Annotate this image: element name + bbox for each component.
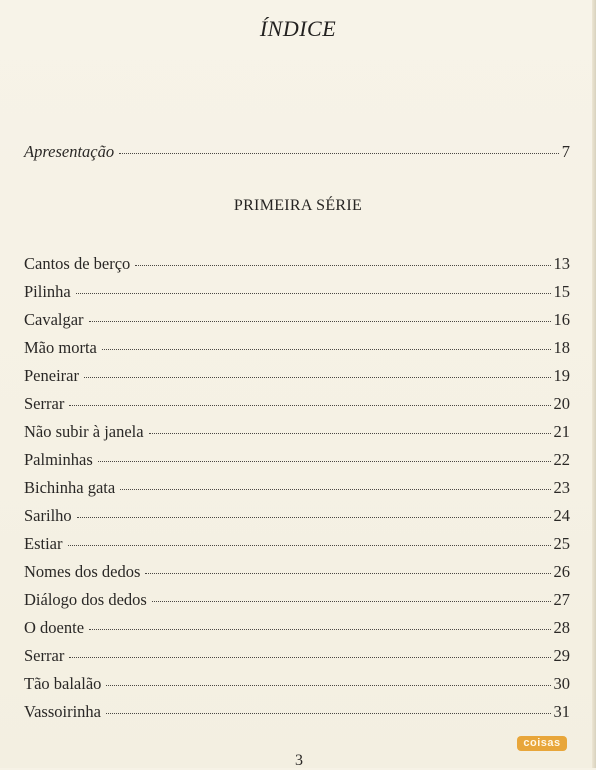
toc-entry	[24, 450, 570, 470]
dot-leader	[68, 545, 551, 546]
toc-entry	[24, 702, 570, 722]
toc-entry-page: 27	[553, 590, 570, 609]
page-title: ÍNDICE	[259, 16, 337, 41]
toc-entry-page: 31	[553, 702, 570, 721]
toc-entry-page: 16	[553, 310, 570, 329]
toc-entry-page: 26	[553, 562, 570, 581]
toc-entry-page: 22	[553, 450, 570, 469]
toc-entry-page: 7	[561, 142, 570, 161]
toc-entry-page: 18	[553, 338, 570, 357]
dot-leader	[69, 657, 550, 658]
toc-entry-page: 23	[553, 478, 570, 497]
dot-leader	[106, 685, 550, 686]
toc-entry-label: Bichinha gata	[24, 478, 116, 497]
toc-entry-label: Palminhas	[24, 450, 93, 469]
toc-entry-label: Serrar	[24, 394, 65, 413]
toc-entry	[24, 674, 570, 694]
dot-leader	[135, 265, 550, 266]
dot-leader	[106, 713, 551, 714]
dot-leader	[119, 153, 559, 154]
toc-entry-label: Cantos de berço	[24, 254, 131, 273]
toc-entry	[24, 590, 570, 610]
toc-entry-page: 30	[553, 674, 570, 693]
toc-entry-page: 15	[553, 282, 570, 301]
toc-entry	[24, 562, 570, 582]
toc-entry	[24, 310, 570, 330]
toc-entry-label: O doente	[24, 618, 85, 637]
dot-leader	[77, 517, 551, 518]
dot-leader	[69, 405, 550, 406]
page-edge	[592, 0, 596, 768]
toc-entry-label: Mão morta	[24, 338, 97, 357]
toc-entry-label: Não subir à janela	[24, 422, 144, 441]
toc-entry-page: 29	[553, 646, 570, 665]
toc-entry-label: Sarilho	[24, 506, 72, 525]
toc-entry-label: Nomes dos dedos	[24, 562, 141, 581]
toc-entry-page: 20	[553, 394, 570, 413]
toc-entry	[24, 618, 570, 638]
dot-leader	[84, 377, 551, 378]
dot-leader	[149, 433, 551, 434]
toc-entry-page: 21	[553, 422, 570, 441]
dot-leader	[102, 349, 551, 350]
series-heading: PRIMEIRA SÉRIE	[233, 197, 363, 214]
toc-entry-label: Cavalgar	[24, 310, 84, 329]
toc-entry	[24, 366, 570, 386]
dot-leader	[89, 629, 550, 630]
toc-entry	[24, 254, 570, 274]
dot-leader	[145, 573, 550, 574]
toc-entry-page: 25	[553, 534, 570, 553]
toc-entry-label: Vassoirinha	[24, 702, 101, 721]
toc-entry	[24, 282, 570, 302]
toc-entry-label: Tão balalão	[24, 674, 102, 693]
toc-entry	[24, 478, 570, 498]
dot-leader	[89, 321, 551, 322]
toc-entry-page: 28	[553, 618, 570, 637]
toc-entry-label: Pilinha	[24, 282, 71, 301]
dot-leader	[120, 489, 550, 490]
toc-entry	[24, 422, 570, 442]
toc-entry	[24, 338, 570, 358]
footer-page-number: 3	[295, 752, 303, 769]
toc-entry	[24, 394, 570, 414]
watermark-logo: coisas	[517, 736, 567, 751]
toc-entry-label: Diálogo dos dedos	[24, 590, 147, 609]
toc-entry-label: Peneirar	[24, 366, 79, 385]
toc-entry	[24, 506, 570, 526]
toc-entry-page: 13	[553, 254, 570, 273]
toc-entry	[24, 646, 570, 666]
toc-entry-label: Serrar	[24, 646, 65, 665]
toc-entry-label: Estiar	[24, 534, 63, 553]
dot-leader	[152, 601, 551, 602]
toc-entry-intro	[24, 142, 570, 162]
dot-leader	[98, 461, 551, 462]
toc-entry-page: 19	[553, 366, 570, 385]
toc-entry	[24, 534, 570, 554]
toc-entry-label: Apresentação	[24, 142, 115, 161]
dot-leader	[76, 293, 551, 294]
toc-entry-page: 24	[553, 506, 570, 525]
